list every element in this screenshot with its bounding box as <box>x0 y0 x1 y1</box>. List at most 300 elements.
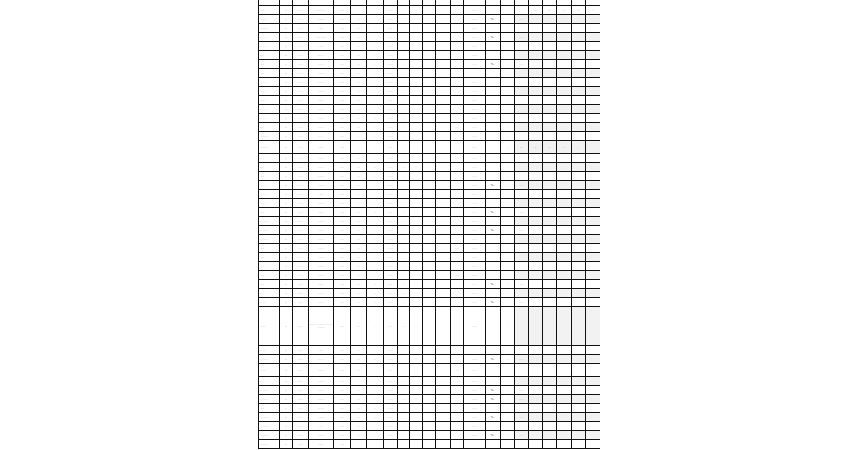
data-table-sheet <box>258 0 600 450</box>
table-cell: ····· <box>293 42 309 51</box>
table-cell: · <box>423 163 436 172</box>
table-cell <box>572 298 586 307</box>
table-cell <box>515 69 529 78</box>
table-cell: · <box>501 181 515 190</box>
table-cell: · <box>423 244 436 253</box>
table-cell: · <box>398 217 410 226</box>
table-cell <box>543 244 557 253</box>
table-cell <box>586 105 601 114</box>
table-cell: ····· <box>334 298 351 307</box>
table-cell: ··· <box>280 395 293 404</box>
table-cell: ······ <box>309 87 334 96</box>
table-cell: ····· <box>515 226 529 235</box>
table-cell: · <box>423 208 436 217</box>
table-cell: ······ <box>309 123 334 132</box>
table-cell <box>515 271 529 280</box>
table-cell <box>572 355 586 364</box>
table-cell: ··· <box>351 208 367 217</box>
table-cell <box>451 6 464 15</box>
table-cell <box>529 78 543 87</box>
table-row <box>259 15 601 24</box>
table-cell <box>515 78 529 87</box>
table-cell <box>543 413 557 422</box>
table-cell: ···· <box>451 244 464 253</box>
table-cell: ·· <box>410 413 423 422</box>
table-cell: ·· ··· <box>464 262 486 271</box>
table-cell: · <box>367 24 384 33</box>
table-cell: ··· <box>280 413 293 422</box>
table-row <box>259 404 601 413</box>
table-cell <box>586 431 601 440</box>
table-cell: ··· <box>280 123 293 132</box>
table-cell: · <box>436 404 451 413</box>
table-cell: ··· <box>280 235 293 244</box>
table-cell: · <box>501 163 515 172</box>
table-cell: ·· ······ <box>259 132 280 141</box>
table-cell: ····· <box>334 181 351 190</box>
table-cell: ··· ·· <box>309 132 334 141</box>
table-cell: ··· <box>351 181 367 190</box>
table-cell: ··· <box>280 199 293 208</box>
table-cell: · <box>436 96 451 105</box>
table-cell: %·· <box>486 280 501 289</box>
table-cell: · <box>351 132 367 141</box>
table-row <box>259 42 601 51</box>
table-cell: ··· <box>280 69 293 78</box>
table-cell: ······ ····· <box>309 33 334 42</box>
table-row <box>259 24 601 33</box>
table-cell <box>529 217 543 226</box>
table-cell: ····· <box>293 24 309 33</box>
table-cell: ····· <box>515 395 529 404</box>
table-cell: ····· <box>384 87 398 96</box>
table-cell: ····· <box>334 78 351 87</box>
table-cell <box>410 440 423 449</box>
table-cell: ····· <box>384 280 398 289</box>
table-cell: ··· <box>351 280 367 289</box>
table-cell: ·· ··· <box>464 163 486 172</box>
table-cell: ··· <box>351 217 367 226</box>
table-cell: · <box>436 132 451 141</box>
table-cell: ·· ··· <box>464 235 486 244</box>
table-cell: ······ <box>309 289 334 298</box>
table-cell: ····· <box>334 289 351 298</box>
table-cell <box>451 422 464 431</box>
table-cell: ····· <box>384 114 398 123</box>
table-cell <box>529 60 543 69</box>
table-cell <box>515 244 529 253</box>
table-cell: ·· <box>367 208 384 217</box>
table-cell <box>557 404 572 413</box>
table-cell: ····· <box>293 132 309 141</box>
table-cell <box>515 96 529 105</box>
table-cell: ··· <box>280 78 293 87</box>
table-cell: · <box>398 346 410 355</box>
table-cell <box>557 123 572 132</box>
table-cell: ······· <box>309 364 334 377</box>
table-cell: ·· ··· <box>464 154 486 163</box>
table-cell: ····· <box>334 280 351 289</box>
table-cell <box>529 235 543 244</box>
table-cell <box>543 298 557 307</box>
table-cell: · <box>501 271 515 280</box>
table-row <box>259 253 601 262</box>
table-cell: ····· <box>334 163 351 172</box>
table-cell: ··· <box>351 404 367 413</box>
table-cell: ····· <box>334 123 351 132</box>
table-cell <box>586 271 601 280</box>
table-cell: ····· <box>293 181 309 190</box>
table-cell: · <box>398 6 410 15</box>
table-cell <box>515 346 529 355</box>
table-cell: ·· <box>367 298 384 307</box>
table-cell: ······ <box>259 6 280 15</box>
table-cell: · <box>410 123 423 132</box>
table-cell: · <box>436 105 451 114</box>
table-cell: ·· ··· <box>464 132 486 141</box>
table-cell <box>451 87 464 96</box>
table-cell <box>515 172 529 181</box>
table-cell: · <box>410 6 423 15</box>
table-row <box>259 6 601 15</box>
table-cell: · <box>423 190 436 199</box>
table-cell <box>529 181 543 190</box>
table-cell: ·· ··· <box>464 60 486 69</box>
table-cell <box>572 208 586 217</box>
table-cell <box>486 78 501 87</box>
table-cell: ······· <box>309 96 334 105</box>
table-cell: ·· <box>367 413 384 422</box>
table-cell: ·· <box>410 404 423 413</box>
table-row <box>259 172 601 181</box>
table-cell <box>529 33 543 42</box>
table-cell <box>557 24 572 33</box>
table-cell <box>529 262 543 271</box>
table-cell: %·· <box>486 386 501 395</box>
table-row <box>259 395 601 404</box>
table-cell: · <box>436 431 451 440</box>
table-cell <box>515 51 529 60</box>
table-cell <box>451 181 464 190</box>
table-cell: · <box>436 244 451 253</box>
table-cell: ····· <box>334 413 351 422</box>
table-cell: ·· ···· <box>259 307 280 346</box>
table-cell <box>557 440 572 449</box>
table-cell: · <box>436 364 451 377</box>
table-cell: · <box>367 422 384 431</box>
table-cell <box>586 172 601 181</box>
table-cell: · <box>423 123 436 132</box>
table-cell: %·· <box>486 298 501 307</box>
table-cell: ·· ····· <box>259 15 280 24</box>
table-cell: ····· <box>309 190 334 199</box>
table-cell: · <box>398 422 410 431</box>
table-cell <box>543 96 557 105</box>
table-cell: ······· <box>309 262 334 271</box>
table-cell: ····· <box>334 386 351 395</box>
table-cell: ····· <box>515 208 529 217</box>
table-cell <box>557 355 572 364</box>
table-cell <box>486 69 501 78</box>
table-cell: ·· ··· <box>464 172 486 181</box>
table-cell: · <box>410 386 423 395</box>
table-cell: ······ <box>464 386 486 395</box>
table-cell <box>586 346 601 355</box>
table-cell <box>557 307 572 346</box>
table-cell: ··· <box>280 404 293 413</box>
table-cell: ··· <box>280 431 293 440</box>
table-cell: · <box>398 60 410 69</box>
table-cell: ····· <box>309 24 334 33</box>
table-cell: ····· <box>293 33 309 42</box>
table-cell <box>543 208 557 217</box>
table-cell: · <box>501 307 515 346</box>
table-cell <box>586 289 601 298</box>
table-cell <box>529 280 543 289</box>
table-cell: ·· ·· <box>259 154 280 163</box>
table-cell: ·· <box>398 289 410 298</box>
table-cell: · <box>410 253 423 262</box>
table-cell <box>543 262 557 271</box>
table-cell <box>515 6 529 15</box>
table-cell: · <box>423 172 436 181</box>
table-cell: ····· <box>384 346 398 355</box>
table-cell: ······ <box>293 395 309 404</box>
table-cell: ··· ·· <box>309 355 334 364</box>
table-cell: ··· <box>280 262 293 271</box>
table-cell: · <box>436 123 451 132</box>
table-cell: · <box>436 413 451 422</box>
table-cell <box>586 440 601 449</box>
table-cell: ·· ·· ·· <box>259 181 280 190</box>
table-row <box>259 262 601 271</box>
table-cell <box>515 404 529 413</box>
table-row <box>259 163 601 172</box>
table-cell <box>529 199 543 208</box>
table-cell: ·· <box>367 280 384 289</box>
table-cell: · <box>410 217 423 226</box>
table-cell <box>451 190 464 199</box>
table-row <box>259 244 601 253</box>
table-cell: ····· <box>293 51 309 60</box>
table-cell: ······ <box>293 280 309 289</box>
table-cell <box>436 440 451 449</box>
table-cell: ····· <box>384 364 398 377</box>
table-cell: ·· ··· <box>464 199 486 208</box>
table-cell <box>543 33 557 42</box>
table-cell <box>543 422 557 431</box>
table-cell: ··· <box>351 355 367 364</box>
table-cell: · <box>423 132 436 141</box>
table-cell: · <box>367 346 384 355</box>
table-cell: ······ <box>334 377 351 386</box>
table-cell: · <box>367 123 384 132</box>
table-cell: · <box>398 386 410 395</box>
table-row <box>259 289 601 298</box>
table-cell: ····· <box>334 440 351 449</box>
table-cell: ·· <box>410 298 423 307</box>
table-cell <box>586 226 601 235</box>
table-cell: ······ <box>464 6 486 15</box>
table-cell <box>557 386 572 395</box>
table-cell: · <box>410 60 423 69</box>
table-cell: ····· <box>293 217 309 226</box>
table-cell <box>557 226 572 235</box>
table-cell: · <box>367 141 384 154</box>
table-cell: · <box>398 154 410 163</box>
table-cell: ····· <box>259 404 280 413</box>
table-cell <box>572 431 586 440</box>
table-cell: ······ <box>293 440 309 449</box>
table-cell: · <box>398 15 410 24</box>
table-cell <box>586 132 601 141</box>
table-cell: ··· <box>351 235 367 244</box>
table-cell: ····· <box>384 404 398 413</box>
table-cell: · <box>410 271 423 280</box>
table-cell: · <box>436 60 451 69</box>
table-cell: ··· <box>280 96 293 105</box>
table-cell <box>572 280 586 289</box>
table-cell: ····· <box>334 217 351 226</box>
table-cell <box>557 87 572 96</box>
table-cell: ······ <box>293 346 309 355</box>
table-cell: ·· <box>367 355 384 364</box>
table-cell: · <box>398 96 410 105</box>
table-cell: ····· <box>384 24 398 33</box>
table-cell: ······ <box>464 15 486 24</box>
table-cell: ····· <box>515 15 529 24</box>
table-cell <box>572 78 586 87</box>
table-cell <box>543 395 557 404</box>
table-cell <box>451 114 464 123</box>
table-cell: ····· <box>334 395 351 404</box>
table-cell <box>586 235 601 244</box>
table-cell: · <box>436 181 451 190</box>
table-cell: ··· <box>280 208 293 217</box>
table-cell <box>543 24 557 33</box>
table-cell: ····· <box>334 346 351 355</box>
table-cell <box>572 33 586 42</box>
table-cell: ·· ··· <box>464 280 486 289</box>
table-cell: ······ <box>464 96 486 105</box>
table-cell: · <box>436 280 451 289</box>
table-cell: · <box>423 307 436 346</box>
table-cell <box>451 440 464 449</box>
table-cell <box>529 190 543 199</box>
table-cell: ·· <box>410 114 423 123</box>
table-cell: · <box>423 226 436 235</box>
table-cell: ·· ······ <box>259 141 280 154</box>
table-cell <box>543 386 557 395</box>
table-cell <box>586 60 601 69</box>
table-cell: · <box>367 87 384 96</box>
table-cell: ·· ·· ·· <box>259 190 280 199</box>
table-cell <box>543 15 557 24</box>
table-cell: ····· <box>259 280 280 289</box>
table-cell: ····· <box>334 262 351 271</box>
table-cell: ··· <box>351 244 367 253</box>
table-row <box>259 377 601 386</box>
table-cell <box>398 33 410 42</box>
table-cell: ·· ······ <box>259 217 280 226</box>
table-cell: · <box>501 422 515 431</box>
table-cell: · <box>501 78 515 87</box>
table-cell: ····· <box>334 114 351 123</box>
table-cell: %·· <box>486 395 501 404</box>
table-cell <box>586 298 601 307</box>
table-cell <box>572 244 586 253</box>
table-cell: · <box>410 15 423 24</box>
table-cell <box>515 199 529 208</box>
table-cell <box>543 69 557 78</box>
table-cell: ····· <box>293 96 309 105</box>
table-cell <box>572 289 586 298</box>
table-cell: ····· <box>384 307 398 346</box>
data-table <box>258 0 600 449</box>
table-cell: ·· <box>410 307 423 346</box>
table-cell: · <box>423 51 436 60</box>
table-cell <box>543 253 557 262</box>
table-cell: ··· <box>280 190 293 199</box>
table-cell <box>543 364 557 377</box>
table-cell: ·· <box>501 280 515 289</box>
table-cell: ····· <box>384 422 398 431</box>
table-cell <box>451 24 464 33</box>
table-cell: · <box>436 395 451 404</box>
table-cell: ····· <box>259 244 280 253</box>
table-cell: ·· ·· ·· <box>259 199 280 208</box>
table-cell: ··· <box>280 217 293 226</box>
table-cell: ··· <box>351 346 367 355</box>
table-row <box>259 208 601 217</box>
table-cell: ·· <box>410 280 423 289</box>
table-cell: · <box>423 87 436 96</box>
table-cell: ····· <box>334 132 351 141</box>
table-cell <box>486 217 501 226</box>
table-cell: · <box>423 181 436 190</box>
table-cell: · <box>436 217 451 226</box>
table-cell: ····· <box>384 154 398 163</box>
table-cell: · <box>436 154 451 163</box>
table-cell: ······ <box>293 298 309 307</box>
table-cell: ····· <box>334 69 351 78</box>
table-cell <box>486 87 501 96</box>
table-cell <box>572 24 586 33</box>
table-cell: · <box>423 271 436 280</box>
table-cell: · <box>410 190 423 199</box>
table-cell: ·· <box>410 364 423 377</box>
table-row <box>259 96 601 105</box>
table-cell <box>543 404 557 413</box>
table-cell <box>486 154 501 163</box>
table-cell <box>486 190 501 199</box>
table-cell: ····· <box>334 51 351 60</box>
table-cell <box>572 395 586 404</box>
table-cell <box>451 172 464 181</box>
table-cell <box>572 346 586 355</box>
table-cell: · <box>436 386 451 395</box>
table-cell: ·· <box>398 114 410 123</box>
table-row <box>259 307 601 346</box>
table-cell: · <box>367 78 384 87</box>
table-cell: ·· <box>398 298 410 307</box>
table-cell <box>557 235 572 244</box>
table-cell <box>451 226 464 235</box>
table-cell: ··· <box>280 244 293 253</box>
table-cell: ········· <box>309 78 334 87</box>
table-cell: · <box>398 87 410 96</box>
table-cell: ····· <box>293 141 309 154</box>
